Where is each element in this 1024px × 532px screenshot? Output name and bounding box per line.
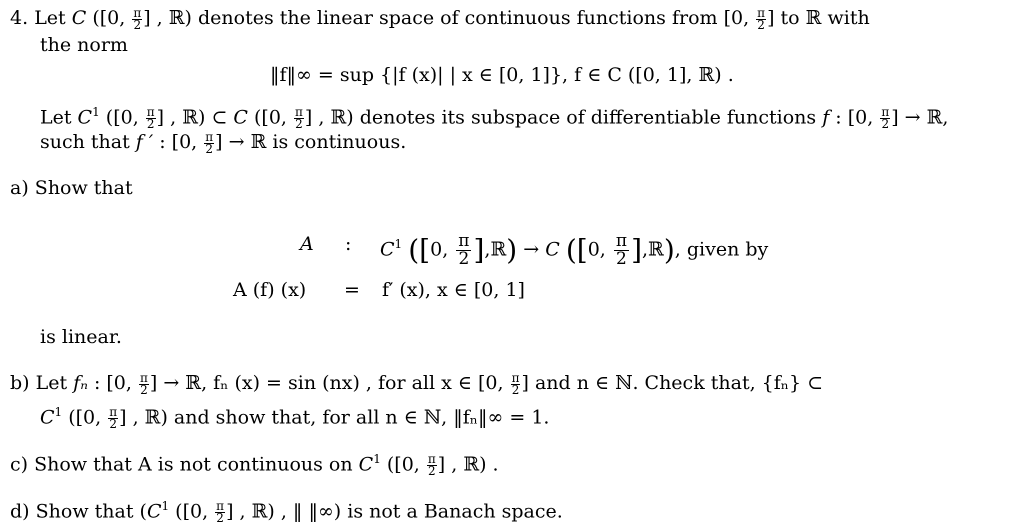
problem-line-1: 4. Let C ([0, $\frac{\pi}{2}$ ] , ℝ) denotes the linear space of continuous functions from [0, $\frac{\pi}{2}$ ] to ℝ with [10,5,870,32]
fn-definition: fₙ (x) = sin (nx) , for all x ∈ [213,372,472,394]
part-c-label: c) [10,453,29,476]
part-a-label: a) [10,177,29,199]
operator-A: A [300,233,314,255]
part-a-header [10,176,133,200]
c1-definition-line: Let $C^1$ ([0, $\frac{\pi}{2}$ ] , ℝ) ⊂ C ([0, $\frac{\pi}{2}$ ] , ℝ) denotes its subspace of differentiable functions f : [0, $\frac{\pi}{2}$ ] → ℝ, [40,104,949,131]
colon-symbol: : [345,233,352,255]
intro-word: Let [34,7,66,29]
equals-sign: = [344,279,360,301]
part-b-line-2: $C^1$ ([0, $\frac{\pi}{2}$ ] , ℝ) and show that, for all n ∈ ℕ, ‖fₙ‖∞ = 1. [40,404,550,431]
part-d-line: d) Show that ($C^1$ ([0, $\frac{\pi}{2}$ ] , ℝ) , ‖ ‖∞) is not a Banach space. [10,498,563,525]
the-norm-text: the norm [40,34,128,56]
operator-signature: $C^1$ ([0, $\frac{\pi}{2}$ ],ℝ) → C ([0, $\frac{\pi}{2}$ ],ℝ), given by [380,230,769,269]
pi-over-two: $\frac{\pi}{2}$ [757,5,766,32]
space-symbol: C [71,7,87,29]
part-b-line-1: b) Let fₙ : [0, $\frac{\pi}{2}$ ] → ℝ, fₙ (x) = sin (nx) , for all x ∈ [0, $\frac{\pi}{2}$ ] and n ∈ ℕ. Check that, {fₙ} ⊂ [10,370,824,397]
given-by-text: given by [686,238,769,261]
c1-continuity-line: such that f ′ : [0, $\frac{\pi}{2}$ ] → ℝ is continuous. [40,129,407,156]
operator-definition-right: f′ (x), x ∈ [0, 1] [382,279,525,301]
is-linear-text: is linear. [40,326,122,348]
pi-over-two: $\frac{\pi}{2}$ [133,5,142,32]
part-b-label: b) [10,372,30,394]
operator-definition-left: A (f) (x) [233,279,307,301]
part-c-line: c) Show that A is not continuous on $C^1$ ([0, $\frac{\pi}{2}$ ] , ℝ) . [10,451,499,478]
part-d-label: d) [10,500,30,523]
problem-number: 4. [10,7,29,29]
intro-text: denotes the linear space of continuous functions from [198,7,718,29]
norm-formula: ‖f‖∞ = sup {|f (x)| | x ∈ [0, 1]}, f ∈ C ([0, 1], ℝ) . [270,64,734,86]
part-a-text: Show that [34,177,133,199]
intro-text-end: to ℝ with [780,7,870,29]
